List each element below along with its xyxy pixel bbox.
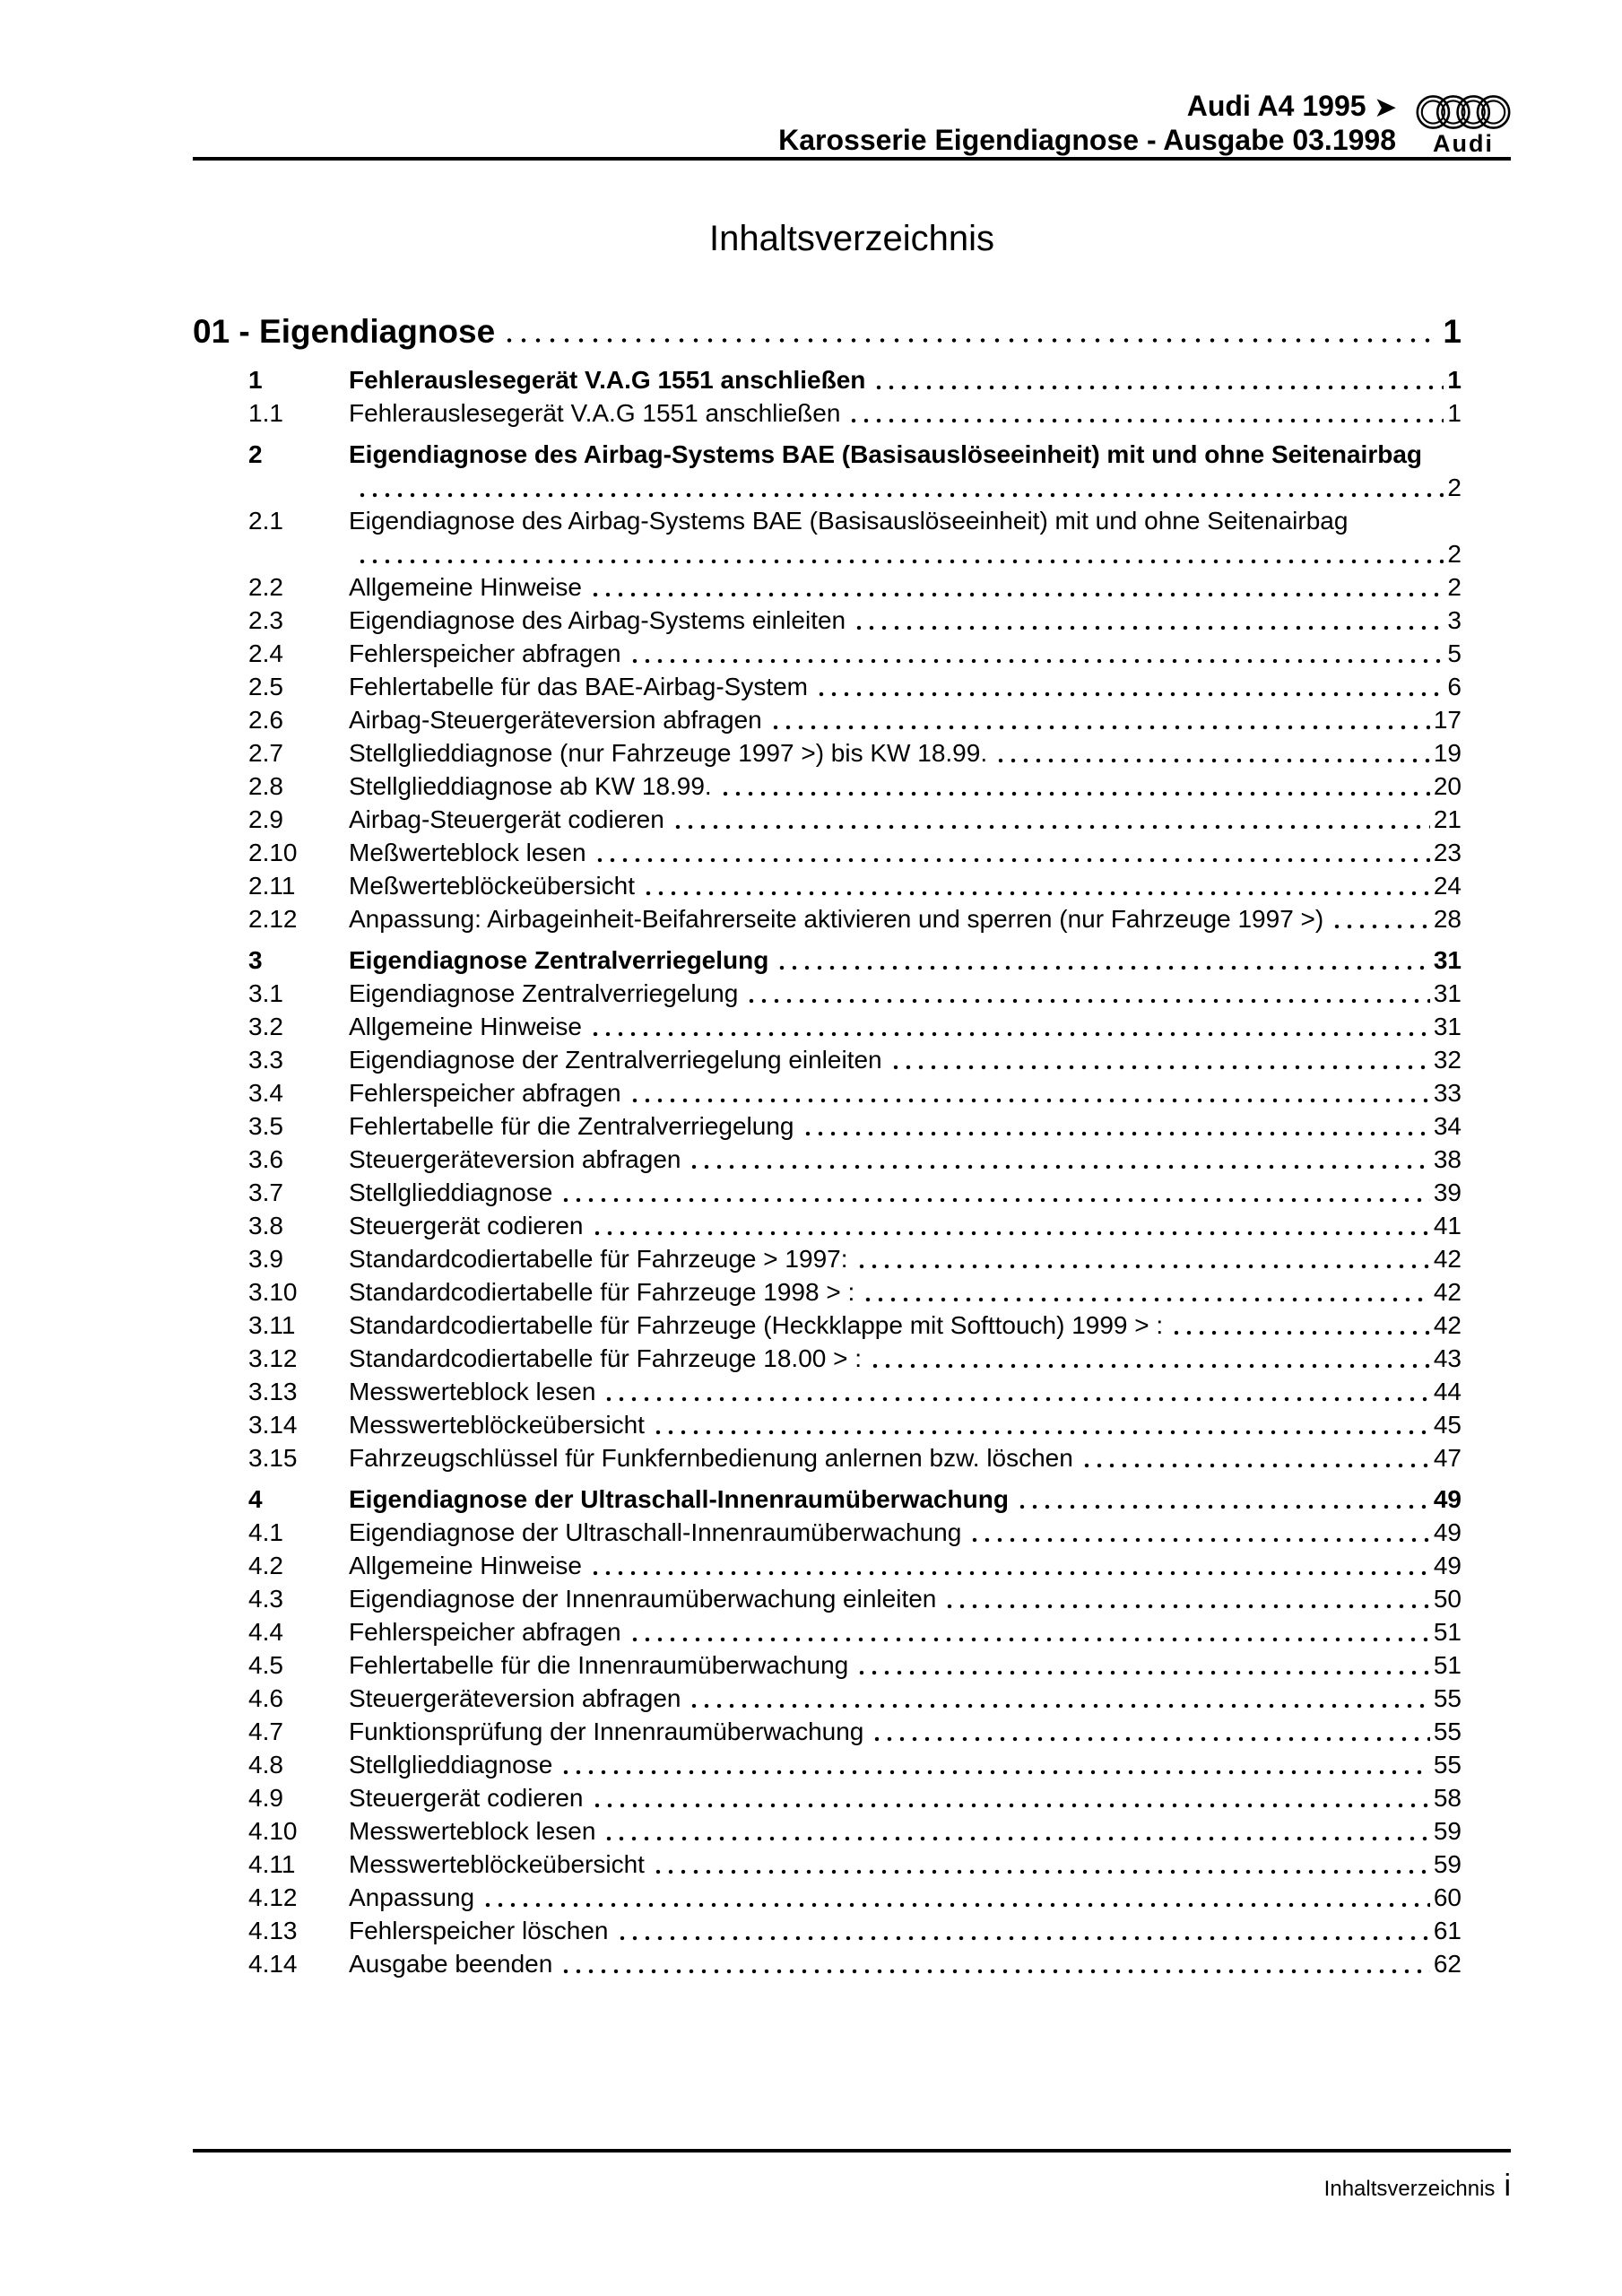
dot-leader <box>1016 1483 1430 1516</box>
toc-entry <box>248 1848 1462 1881</box>
dot-leader <box>481 1881 1430 1914</box>
entry-number: 4.2 <box>248 1552 283 1579</box>
header-model-line <box>778 90 1396 124</box>
entry-title: Eigendiagnose der Zentralverriegelung einleiten <box>349 1046 882 1074</box>
dot-leader <box>853 604 1444 637</box>
toc-entry <box>248 396 1462 430</box>
audi-wordmark: Audi <box>1433 130 1494 157</box>
entry-title: Fehlerspeicher löschen <box>349 1917 609 1944</box>
entry-page: 20 <box>1433 772 1462 800</box>
toc-entry <box>248 1483 1462 1516</box>
dot-leader <box>652 1408 1430 1441</box>
entry-number: 4.9 <box>248 1784 283 1812</box>
entry-number: 3.15 <box>248 1444 298 1472</box>
dot-leader <box>802 1109 1430 1143</box>
entry-page: 41 <box>1433 1212 1462 1239</box>
entry-page: 55 <box>1433 1718 1462 1745</box>
dot-leader <box>559 1748 1430 1781</box>
header-rule <box>193 157 1511 161</box>
entry-title: Messwerteblock lesen <box>349 1378 596 1405</box>
entry-title: Steuergerät codieren <box>349 1784 584 1812</box>
entry-title: Standardcodiertabelle für Fahrzeuge 18.00 > : <box>349 1344 863 1372</box>
dot-leader <box>502 312 1439 352</box>
entry-number: 3.7 <box>248 1178 283 1206</box>
dot-leader <box>815 670 1444 703</box>
toc-entry <box>248 944 1462 977</box>
entry-title: Steuergeräteversion abfragen <box>349 1684 681 1712</box>
entry-number: 2.10 <box>248 839 298 866</box>
toc-entry <box>248 1582 1462 1615</box>
entry-page: 42 <box>1433 1311 1462 1339</box>
entry-title: Anpassung <box>349 1883 475 1911</box>
toc-entry <box>248 637 1462 670</box>
entry-title: Fehlertabelle für das BAE-Airbag-System <box>349 673 808 700</box>
chapter-title: 01 - Eigendiagnose <box>193 313 496 350</box>
toc-entry <box>248 604 1462 637</box>
dot-leader <box>855 1648 1430 1682</box>
toc-entry <box>248 1242 1462 1275</box>
entry-title: Meßwerteblöckeübersicht <box>349 872 636 900</box>
entry-number: 3.11 <box>248 1311 296 1339</box>
entry-number: 2.2 <box>248 573 283 601</box>
entry-title: Stellglieddiagnose <box>349 1751 553 1779</box>
entry-title: Airbag-Steuergerät codieren <box>349 805 664 833</box>
entry-number: 4.11 <box>248 1850 296 1878</box>
entry-number: 2.5 <box>248 673 283 700</box>
entry-title: Eigendiagnose des Airbag-Systems BAE (Basisauslöseeinheit) mit und ohne Seitenairbag <box>349 440 1423 468</box>
toc-entry <box>248 1076 1462 1109</box>
dot-leader <box>589 1010 1430 1043</box>
entry-number: 3.10 <box>248 1278 298 1306</box>
dot-leader <box>629 1076 1430 1109</box>
dot-leader <box>869 1342 1430 1375</box>
dot-leader <box>769 703 1430 736</box>
toc-entry <box>248 1814 1462 1848</box>
dot-leader <box>559 1947 1430 1980</box>
footer-page-number: i <box>1504 2169 1511 2203</box>
header-text <box>778 90 1396 156</box>
toc-entry <box>248 1648 1462 1682</box>
toc-entry <box>248 770 1462 803</box>
entry-page: 59 <box>1433 1850 1462 1878</box>
entry-page: 5 <box>1447 639 1462 667</box>
entry-title: Funktionsprüfung der Innenraumüberwachung <box>349 1718 864 1745</box>
entry-page: 55 <box>1433 1751 1462 1779</box>
entry-number: 3.12 <box>248 1344 298 1372</box>
entry-number: 3.2 <box>248 1013 283 1040</box>
toc-entry <box>248 1010 1462 1043</box>
toc-entry <box>248 1275 1462 1309</box>
toc-entry <box>248 1143 1462 1176</box>
dot-leader <box>629 637 1444 670</box>
entry-page: 55 <box>1433 1684 1462 1712</box>
entry-number: 3.9 <box>248 1245 283 1273</box>
header-subtitle-line: Karosserie Eigendiagnose - Ausgabe 03.1998 <box>778 124 1396 156</box>
toc-entry <box>248 1748 1462 1781</box>
dot-leader <box>603 1814 1429 1848</box>
toc-entry <box>248 1914 1462 1947</box>
entry-page: 38 <box>1433 1145 1462 1173</box>
entry-page: 44 <box>1433 1378 1462 1405</box>
entry-title: Standardcodiertabelle für Fahrzeuge 1998 > : <box>349 1278 855 1306</box>
dot-leader <box>356 537 1444 570</box>
footer-label: Inhaltsverzeichnis <box>1323 2177 1496 2201</box>
toc-entry <box>248 363 1462 396</box>
dot-leader <box>672 803 1430 836</box>
entry-page: 49 <box>1433 1485 1462 1513</box>
toc-entry <box>248 1441 1462 1474</box>
dot-leader <box>589 1549 1430 1582</box>
toc-entry <box>248 1682 1462 1715</box>
entry-number: 2.1 <box>248 507 283 535</box>
entry-page: 23 <box>1433 839 1462 866</box>
toc-entry <box>248 736 1462 770</box>
entry-number: 1 <box>248 366 263 394</box>
entry-page: 43 <box>1433 1344 1462 1372</box>
entry-page: 2 <box>1447 474 1462 501</box>
entry-title: Steuergerät codieren <box>349 1212 584 1239</box>
entry-title: Anpassung: Airbageinheit-Beifahrerseite aktivieren und sperren (nur Fahrzeuge 1997 >) <box>349 905 1324 933</box>
entry-page: 49 <box>1433 1518 1462 1546</box>
entry-page: 42 <box>1433 1245 1462 1273</box>
toc-entry <box>248 1408 1462 1441</box>
entry-title: Fehlerauslesegerät V.A.G 1551 anschließen <box>349 399 841 427</box>
dot-leader <box>688 1143 1429 1176</box>
dot-leader <box>591 1209 1430 1242</box>
toc-entry <box>248 1109 1462 1143</box>
entry-number: 4 <box>248 1485 263 1513</box>
entry-number: 2.8 <box>248 772 283 800</box>
entry-page: 31 <box>1433 1013 1462 1040</box>
entry-number: 3.14 <box>248 1411 298 1439</box>
entry-page: 47 <box>1433 1444 1462 1472</box>
entry-title: Ausgabe beenden <box>349 1950 553 1978</box>
toc-entry <box>248 1615 1462 1648</box>
entry-number: 2.3 <box>248 606 283 634</box>
entry-number: 4.8 <box>248 1751 283 1779</box>
dot-leader <box>589 570 1444 604</box>
entry-number: 2 <box>248 440 263 468</box>
entry-title: Allgemeine Hinweise <box>349 573 582 601</box>
entry-title: Eigendiagnose der Innenraumüberwachung einleiten <box>349 1585 937 1613</box>
dot-leader <box>847 396 1444 430</box>
dot-leader <box>943 1582 1429 1615</box>
entry-page: 45 <box>1433 1411 1462 1439</box>
dot-leader <box>1080 1441 1430 1474</box>
entry-page: 51 <box>1433 1618 1462 1646</box>
entry-page: 33 <box>1433 1079 1462 1107</box>
entry-page: 17 <box>1433 706 1462 734</box>
entry-title: Fehlertabelle für die Innenraumüberwachung <box>349 1651 849 1679</box>
toc-entry <box>248 1176 1462 1209</box>
entry-page: 28 <box>1433 905 1462 933</box>
entry-number: 4.13 <box>248 1917 298 1944</box>
right-arrow-icon: ➤ <box>1375 93 1396 121</box>
toc-entry <box>248 836 1462 869</box>
entry-number: 3.13 <box>248 1378 298 1405</box>
entry-title: Fehlerspeicher abfragen <box>349 639 621 667</box>
entry-page: 6 <box>1447 673 1462 700</box>
dot-leader <box>1170 1309 1430 1342</box>
entry-number: 4.3 <box>248 1585 283 1613</box>
toc-entry <box>248 504 1462 570</box>
dot-leader <box>629 1615 1430 1648</box>
entry-number: 4.6 <box>248 1684 283 1712</box>
entry-number: 2.4 <box>248 639 283 667</box>
toc-entry <box>248 1309 1462 1342</box>
entry-number: 3 <box>248 946 263 974</box>
entry-number: 3.8 <box>248 1212 283 1239</box>
toc-entry <box>248 1342 1462 1375</box>
entry-page: 42 <box>1433 1278 1462 1306</box>
dot-leader <box>994 736 1430 770</box>
toc-entry <box>248 570 1462 604</box>
entry-page: 21 <box>1433 805 1462 833</box>
toc-entry <box>248 1715 1462 1748</box>
toc-entry <box>248 803 1462 836</box>
entry-title: Fehlerspeicher abfragen <box>349 1079 621 1107</box>
entry-title: Eigendiagnose Zentralverriegelung <box>349 979 739 1007</box>
entry-title: Meßwerteblock lesen <box>349 839 586 866</box>
entry-number: 4.4 <box>248 1618 283 1646</box>
page-title: Inhaltsverzeichnis <box>709 219 994 258</box>
toc-entry <box>248 1375 1462 1408</box>
toc-entry <box>248 438 1462 504</box>
entry-page: 49 <box>1433 1552 1462 1579</box>
toc-entry <box>248 869 1462 902</box>
entry-page: 62 <box>1433 1950 1462 1978</box>
entry-title: Eigendiagnose der Ultraschall-Innenraumüberwachung <box>349 1518 962 1546</box>
dot-leader <box>642 869 1430 902</box>
entry-number: 2.9 <box>248 805 283 833</box>
entry-title: Eigendiagnose des Airbag-Systems BAE (Basisauslöseeinheit) mit und ohne Seitenairbag <box>349 507 1349 535</box>
entry-title: Stellglieddiagnose <box>349 1178 553 1206</box>
entry-title: Stellglieddiagnose (nur Fahrzeuge 1997 >) bis KW 18.99. <box>349 739 988 767</box>
toc-chapter-row <box>193 312 1462 352</box>
entry-title: Steuergeräteversion abfragen <box>349 1145 681 1173</box>
entry-page: 3 <box>1447 606 1462 634</box>
dot-leader <box>776 944 1430 977</box>
entry-title: Allgemeine Hinweise <box>349 1552 582 1579</box>
dot-leader <box>872 363 1444 396</box>
toc-entry <box>248 902 1462 935</box>
dot-leader <box>591 1781 1430 1814</box>
entry-title: Messwerteblock lesen <box>349 1817 596 1845</box>
toc-entry <box>248 1549 1462 1582</box>
page-header <box>193 90 1511 156</box>
entry-page: 31 <box>1433 946 1462 974</box>
audi-rings-icon <box>1416 93 1511 131</box>
toc-entry <box>248 1043 1462 1076</box>
entry-title: Fehlerspeicher abfragen <box>349 1618 621 1646</box>
entry-page: 1 <box>1447 399 1462 427</box>
dot-leader <box>603 1375 1429 1408</box>
entry-page: 51 <box>1433 1651 1462 1679</box>
entry-page: 59 <box>1433 1817 1462 1845</box>
entry-number: 3.6 <box>248 1145 283 1173</box>
audi-logo <box>1416 93 1511 156</box>
dot-leader <box>652 1848 1430 1881</box>
entry-number: 2.7 <box>248 739 283 767</box>
toc-entry <box>248 977 1462 1010</box>
dot-leader <box>616 1914 1430 1947</box>
dot-leader <box>968 1516 1430 1549</box>
entry-title: Fehlertabelle für die Zentralverriegelung <box>349 1112 794 1140</box>
entry-page: 19 <box>1433 739 1462 767</box>
toc-entry <box>248 1881 1462 1914</box>
entry-number: 3.5 <box>248 1112 283 1140</box>
entry-page: 31 <box>1433 979 1462 1007</box>
toc-entries <box>193 363 1462 1980</box>
entry-title: Fehlerauslesegerät V.A.G 1551 anschließen <box>349 366 866 394</box>
entry-number: 2.6 <box>248 706 283 734</box>
entry-number: 4.7 <box>248 1718 283 1745</box>
dot-leader <box>871 1715 1429 1748</box>
header-model-text: Audi A4 1995 <box>1186 90 1366 122</box>
dot-leader <box>889 1043 1430 1076</box>
dot-leader <box>1331 902 1430 935</box>
entry-number: 4.1 <box>248 1518 283 1546</box>
entry-title: Eigendiagnose der Ultraschall-Innenraumüberwachung <box>349 1485 1009 1513</box>
entry-number: 3.1 <box>248 979 283 1007</box>
dot-leader <box>688 1682 1429 1715</box>
entry-page: 50 <box>1433 1585 1462 1613</box>
entry-page: 39 <box>1433 1178 1462 1206</box>
entry-title: Standardcodiertabelle für Fahrzeuge > 1997: <box>349 1245 848 1273</box>
entry-title: Messwerteblöckeübersicht <box>349 1850 645 1878</box>
entry-title: Messwerteblöckeübersicht <box>349 1411 645 1439</box>
page-footer <box>1324 2169 1511 2204</box>
dot-leader <box>559 1176 1430 1209</box>
footer-rule <box>193 2149 1511 2152</box>
chapter-page: 1 <box>1443 313 1462 350</box>
dot-leader <box>745 977 1430 1010</box>
entry-title: Fahrzeugschlüssel für Funkfernbedienung anlernen bzw. löschen <box>349 1444 1073 1472</box>
entry-number: 4.12 <box>248 1883 298 1911</box>
toc-entry <box>248 670 1462 703</box>
entry-title: Eigendiagnose des Airbag-Systems einleiten <box>349 606 846 634</box>
entry-number: 2.12 <box>248 905 298 933</box>
entry-title: Stellglieddiagnose ab KW 18.99. <box>349 772 712 800</box>
entry-number: 3.3 <box>248 1046 283 1074</box>
toc-entry <box>248 703 1462 736</box>
dot-leader <box>594 836 1430 869</box>
dot-leader <box>719 770 1430 803</box>
dot-leader <box>855 1242 1430 1275</box>
entry-page: 60 <box>1433 1883 1462 1911</box>
entry-page: 61 <box>1433 1917 1462 1944</box>
entry-page: 2 <box>1447 540 1462 568</box>
entry-number: 1.1 <box>248 399 283 427</box>
entry-page: 34 <box>1433 1112 1462 1140</box>
toc-entry <box>248 1516 1462 1549</box>
entry-title: Eigendiagnose Zentralverriegelung <box>349 946 769 974</box>
entry-number: 4.14 <box>248 1950 298 1978</box>
toc-entry <box>248 1781 1462 1814</box>
entry-title: Allgemeine Hinweise <box>349 1013 582 1040</box>
entry-number: 4.10 <box>248 1817 298 1845</box>
entry-page: 24 <box>1433 872 1462 900</box>
entry-page: 1 <box>1447 366 1462 394</box>
entry-page: 58 <box>1433 1784 1462 1812</box>
entry-title: Standardcodiertabelle für Fahrzeuge (Heckklappe mit Softtouch) 1999 > : <box>349 1311 1164 1339</box>
entry-page: 32 <box>1433 1046 1462 1074</box>
entry-title: Airbag-Steuergeräteversion abfragen <box>349 706 762 734</box>
toc-entry <box>248 1209 1462 1242</box>
dot-leader <box>356 471 1444 504</box>
entry-number: 2.11 <box>248 872 296 900</box>
toc-entry <box>248 1947 1462 1980</box>
dot-leader <box>862 1275 1430 1309</box>
entry-number: 4.5 <box>248 1651 283 1679</box>
entry-page: 2 <box>1447 573 1462 601</box>
entry-number: 3.4 <box>248 1079 283 1107</box>
table-of-contents <box>193 312 1511 1980</box>
